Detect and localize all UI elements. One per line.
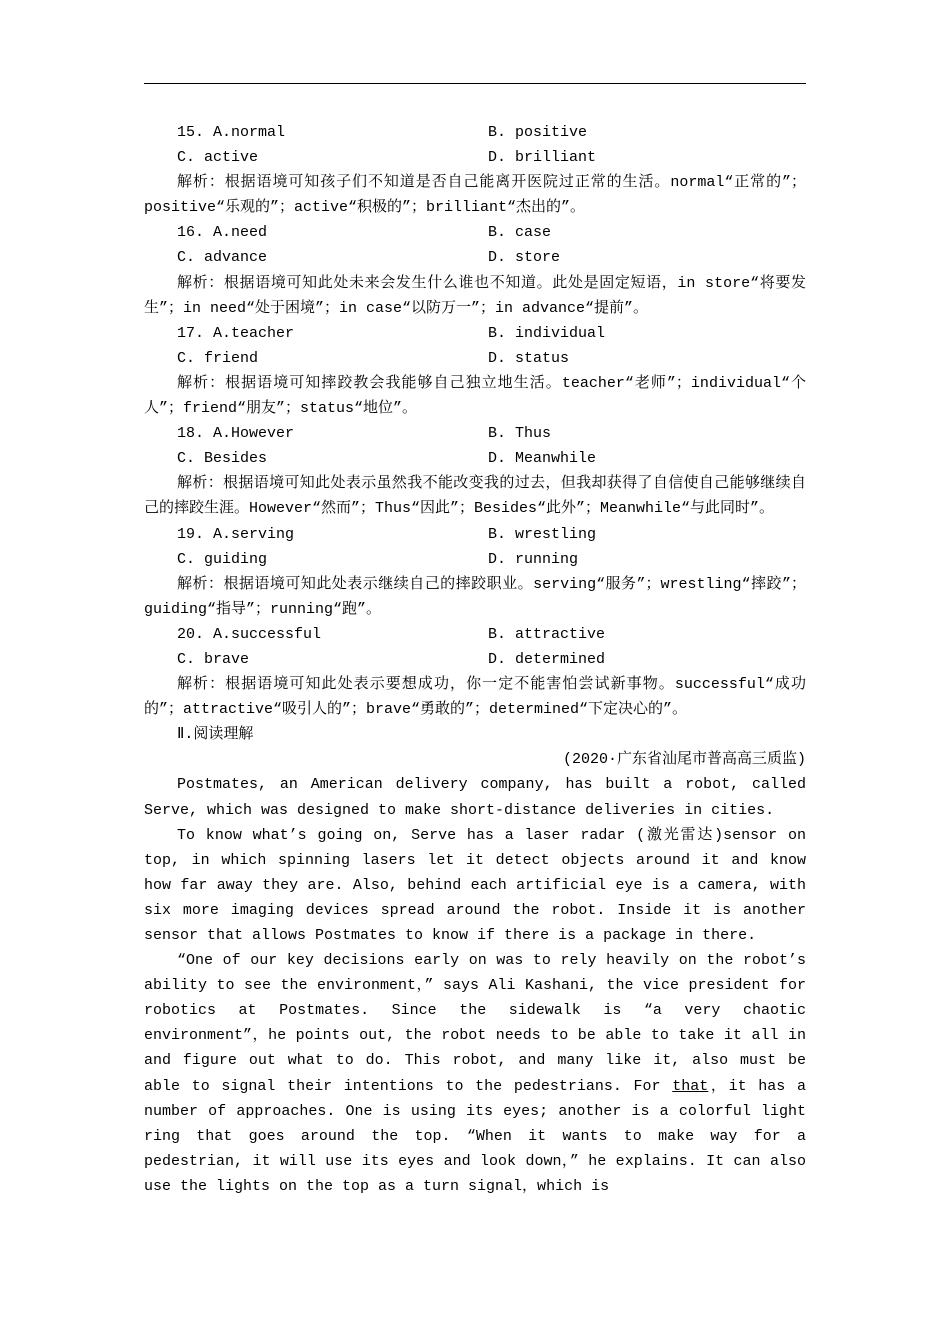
option-c: C. Besides	[177, 450, 268, 468]
option-a: 20. A.successful	[177, 625, 322, 643]
section-title: Ⅱ.阅读理解	[177, 726, 254, 744]
option-row	[144, 120, 806, 145]
option-b: B. individual	[488, 324, 606, 342]
header-rule	[144, 83, 806, 84]
option-row	[144, 647, 806, 672]
option-row	[144, 321, 806, 346]
passage-paragraph-3	[144, 948, 806, 1199]
option-row	[144, 547, 806, 572]
passage-paragraph-2: To know what’s going on, Serve has a laser radar (激光雷达)sensor on top, in which spinning lasers let it detect objects around it and know how far away they are. Also, behind each artificial eye is a camera, with six more imaging devices spread around the robot. Inside it is another sensor that allows Postmates to know if there is a package in there.	[144, 826, 806, 944]
option-c: C. advance	[177, 249, 268, 267]
question-block-20	[144, 622, 806, 722]
analysis-text: 解析：根据语境可知摔跤教会我能够自己独立地生活。teacher“老师”；individual“个人”；friend“朋友”；status“地位”。	[144, 374, 806, 418]
option-c: C. brave	[177, 650, 250, 668]
option-d: D. store	[488, 249, 561, 267]
option-d: D. brilliant	[488, 149, 597, 167]
option-b: B. case	[488, 224, 552, 242]
question-block-17	[144, 321, 806, 421]
option-row	[144, 622, 806, 647]
option-row	[144, 145, 806, 170]
analysis-text: 解析：根据语境可知此处未来会发生什么谁也不知道。此处是固定短语，in store“将要发生”；in need“处于困境”；in case“以防万一”；in advance“提前”。	[144, 274, 806, 317]
option-d: D. running	[488, 550, 579, 568]
option-row	[144, 522, 806, 547]
analysis-text: 解析：根据语境可知此处表示要想成功，你一定不能害怕尝试新事物。successful“成功的”；attractive“吸引人的”；brave“勇敢的”；determined“下定决心的”。	[144, 676, 806, 719]
passage-text: “One of our key decisions early on was to rely heavily on the robot’s ability to see the environment，” says Ali Kashani, the vice president for robotics at Postmates. Since the sidewalk is “a very chaotic environment”，he points out, the robot needs to be able to take it all in and figure out what to do. This robot, and many like it, also must be able to signal their intentions to the pedestrians. For	[144, 952, 806, 1095]
underlined-word: that	[672, 1077, 709, 1095]
source-citation: (2020·广东省汕尾市普高高三质监)	[562, 751, 806, 769]
passage-paragraph-1: Postmates, an American delivery company, has built a robot, called Serve, which was designed to make short-distance deliveries in cities.	[144, 776, 806, 819]
option-a: 15. A.normal	[177, 124, 286, 141]
option-d: D. determined	[488, 650, 606, 668]
option-row	[144, 245, 806, 270]
option-b: B. attractive	[488, 625, 606, 643]
option-d: D. Meanwhile	[488, 450, 597, 468]
content-body	[144, 120, 806, 1199]
question-block-18	[144, 421, 806, 521]
option-row	[144, 346, 806, 371]
option-c: C. friend	[177, 349, 259, 367]
option-c: C. guiding	[177, 550, 268, 568]
question-block-15	[144, 120, 806, 220]
question-block-19	[144, 522, 806, 622]
option-d: D. status	[488, 349, 570, 367]
option-a: 16. A.need	[177, 224, 268, 242]
option-a: 18. A.However	[177, 425, 295, 443]
question-block-16	[144, 220, 806, 320]
option-b: B. positive	[488, 124, 588, 141]
option-b: B. wrestling	[488, 525, 597, 543]
option-a: 17. A.teacher	[177, 324, 295, 342]
option-row	[144, 220, 806, 245]
option-b: B. Thus	[488, 425, 552, 443]
analysis-text: 解析：根据语境可知此处表示继续自己的摔跤职业。serving“服务”；wrestling“摔跤”；guiding“指导”；running“跑”。	[144, 575, 806, 618]
option-row	[144, 421, 806, 446]
analysis-text: 解析：根据语境可知孩子们不知道是否自己能离开医院过正常的生活。normal“正常的”；positive“乐观的”；active“积极的”；brilliant“杰出的”。	[144, 174, 806, 217]
option-a: 19. A.serving	[177, 525, 295, 543]
analysis-text: 解析：根据语境可知此处表示虽然我不能改变我的过去，但我却获得了自信使自己能够继续自己的摔跤生涯。However“然而”；Thus“因此”；Besides“此外”；Meanwhile“与此同时”。	[144, 475, 806, 518]
passage-text: ，it has a number of approaches. One is using its eyes; another is a colorful light ring that goes around the top. “When it wants to make way for a pedestrian, it will use its eyes and look down，” he explains. It can also use the lights on the top as a turn signal，which is	[144, 1077, 806, 1195]
option-c: C. active	[177, 149, 259, 167]
option-row	[144, 446, 806, 471]
